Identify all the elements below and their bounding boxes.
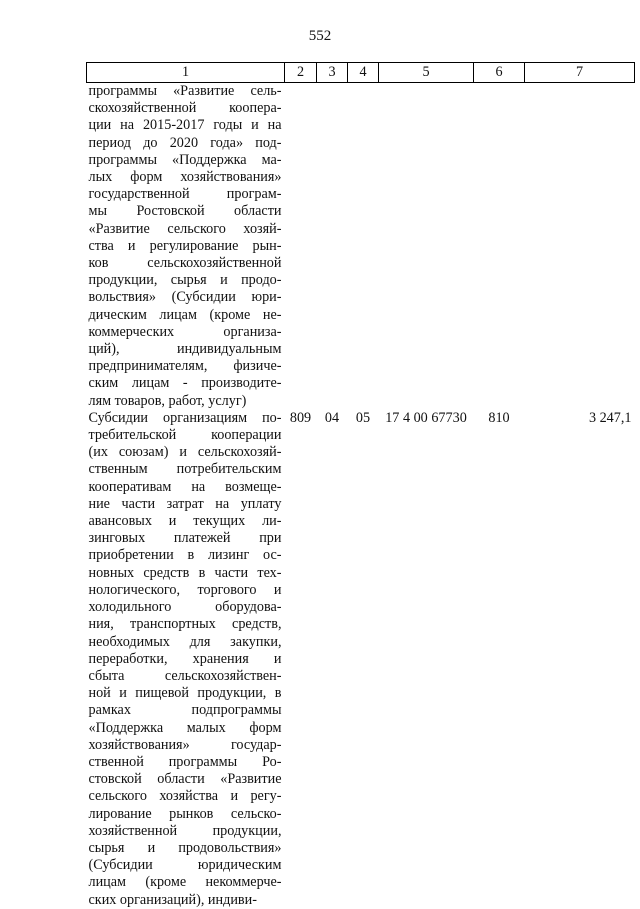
column-header-3: 3 bbox=[317, 63, 348, 83]
expense-type-cell bbox=[474, 83, 525, 410]
text-line: холодильного оборудова- bbox=[88, 599, 282, 616]
table-header-row bbox=[87, 63, 635, 83]
text-line: зинговых платежей при bbox=[88, 530, 282, 547]
column-header-4: 4 bbox=[348, 63, 379, 83]
text-line: коммерческих организа- bbox=[88, 323, 282, 340]
text-line: дическим лицам (кроме не- bbox=[88, 306, 282, 323]
row-name-cell bbox=[87, 410, 285, 909]
page-number: 552 bbox=[308, 28, 332, 44]
row-name-cell bbox=[87, 83, 285, 410]
column-header-5: 5 bbox=[379, 63, 474, 83]
subsection-code-cell bbox=[348, 83, 379, 410]
ministry-code-cell bbox=[285, 83, 317, 410]
text-line: ственной программы Ро- bbox=[88, 753, 282, 770]
text-line: ния, транспортных средств, bbox=[88, 616, 282, 633]
text-line: новных средств в части тех- bbox=[88, 564, 282, 581]
text-line: лых форм хозяйствования» bbox=[88, 169, 282, 186]
text-line: переработки, хранения и bbox=[88, 650, 282, 667]
amount-cell bbox=[525, 83, 635, 410]
text-line: лицам (кроме некоммерче- bbox=[88, 874, 282, 891]
text-line: (Субсидии юридическим bbox=[88, 857, 282, 874]
subsection-code-cell: 05 bbox=[355, 409, 371, 426]
ministry-code-cell: 809 bbox=[289, 409, 312, 426]
text-line: продукции, сырья и продо- bbox=[88, 272, 282, 289]
target-article-cell: 17 4 00 67730 bbox=[385, 409, 467, 426]
text-line: хозяйствования» государ- bbox=[88, 736, 282, 753]
text-line: «Поддержка малых форм bbox=[88, 719, 282, 736]
column-header-7: 7 bbox=[525, 63, 635, 83]
text-line: лирование рынков сельско- bbox=[88, 805, 282, 822]
section-code-cell: 04 bbox=[324, 409, 340, 426]
text-line: «Развитие сельского хозяй- bbox=[88, 220, 282, 237]
text-line: сбыта сельскохозяйствен- bbox=[88, 667, 282, 684]
text-line: ние части затрат на уплату bbox=[88, 495, 282, 512]
text-line: хозяйственной продукции, bbox=[88, 822, 282, 839]
table-row bbox=[87, 410, 635, 909]
text-line: ских организаций), индиви- bbox=[88, 891, 257, 908]
text-line: мы Ростовской области bbox=[88, 203, 282, 220]
table-row bbox=[87, 83, 635, 410]
text-line: ций), индивидуальным bbox=[88, 341, 282, 358]
text-line: ков сельскохозяйственной bbox=[88, 255, 282, 272]
budget-table bbox=[86, 62, 635, 909]
text-line: программы «Поддержка ма- bbox=[88, 151, 282, 168]
text-line: ной и пищевой продукции, в bbox=[88, 685, 282, 702]
text-line: ским лицам - производите- bbox=[88, 375, 282, 392]
text-line: государственной програм- bbox=[88, 186, 282, 203]
text-line: ции на 2015-2017 годы и на bbox=[88, 117, 282, 134]
text-line: (их союзам) и сельскохозяй- bbox=[88, 444, 282, 461]
text-line: сельского хозяйства и регу- bbox=[88, 788, 282, 805]
column-header-2: 2 bbox=[285, 63, 317, 83]
text-line: скохозяйственной коопера- bbox=[88, 100, 282, 117]
text-line: Субсидии организациям по- bbox=[88, 409, 282, 426]
text-line: рамках подпрограммы bbox=[88, 702, 282, 719]
text-line: ственным потребительским bbox=[88, 461, 282, 478]
text-line: программы «Развитие сель- bbox=[88, 83, 282, 99]
text-line: лям товаров, работ, услуг) bbox=[88, 392, 247, 409]
text-line: требительской кооперации bbox=[88, 427, 282, 444]
column-header-6: 6 bbox=[474, 63, 525, 83]
text-line: нологического, торгового и bbox=[88, 581, 282, 598]
target-article-cell bbox=[379, 83, 474, 410]
text-line: вольствия» (Субсидии юри- bbox=[88, 289, 282, 306]
column-header-1: 1 bbox=[87, 63, 285, 83]
text-line: кооперативам на возмеще- bbox=[88, 478, 282, 495]
section-code-cell bbox=[317, 83, 348, 410]
text-line: предпринимателям, физиче- bbox=[88, 358, 282, 375]
text-line: стовской области «Развитие bbox=[88, 771, 282, 788]
text-line: авансовых и текущих ли- bbox=[88, 513, 282, 530]
text-line: ства и регулирование рын- bbox=[88, 237, 282, 254]
text-line: необходимых для закупки, bbox=[88, 633, 282, 650]
text-line: сырья и продовольствия» bbox=[88, 839, 282, 856]
amount-cell: 3 247,1 bbox=[588, 409, 632, 426]
text-line: период до 2020 года» под- bbox=[88, 134, 282, 151]
expense-type-cell: 810 bbox=[488, 409, 510, 426]
text-line: приобретении в лизинг ос- bbox=[88, 547, 282, 564]
